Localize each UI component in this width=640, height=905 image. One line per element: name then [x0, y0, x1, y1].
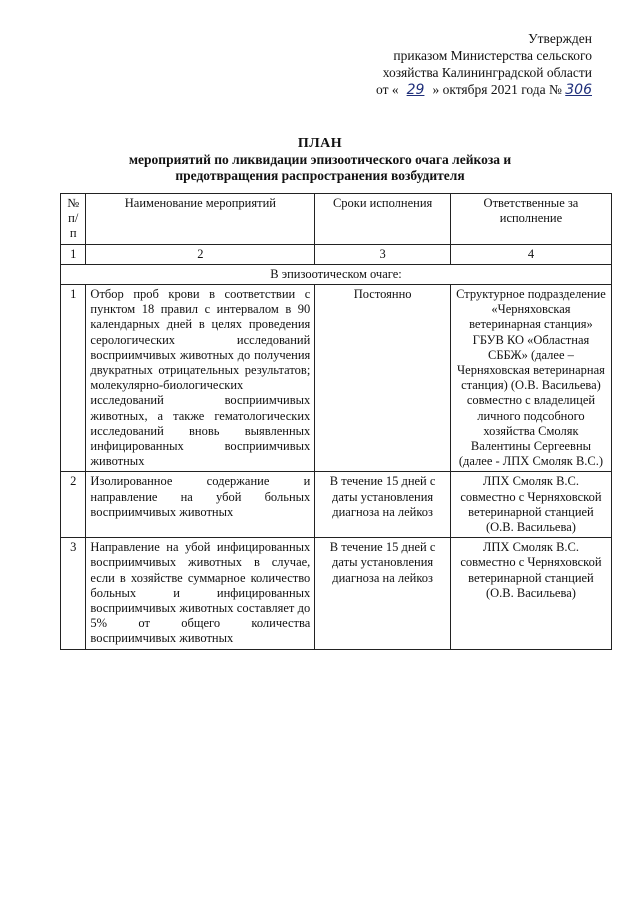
column-number: 3 [315, 244, 451, 264]
approval-title: Утвержден [528, 31, 592, 46]
column-number: 4 [450, 244, 611, 264]
document-title [80, 136, 560, 184]
approval-ministry: хозяйства Калининградской области [382, 65, 592, 80]
row-term: Постоянно [315, 285, 451, 472]
table-row [61, 472, 612, 538]
row-measure: Отбор проб крови в соответствии с пунктом 18 правил с интервалом в 90 календарных дней в целях проведения серологических исследований восприимчивых животных до получения двукратных отрицательных результатов; молекулярно-биологических исследований восприимчивых животных, а также гематологических исследований вновь выявленных инфицированных восприимчивых животных [86, 285, 315, 472]
plan-subtitle-line1: мероприятий по ликвидации эпизоотического очага лейкоза и [128, 152, 512, 167]
date-suffix: » октября 2021 года № [432, 82, 562, 97]
handwritten-number: 306 [565, 82, 592, 98]
plan-heading: ПЛАН [297, 136, 343, 151]
plan-subtitle-line2: предотвращения распространения возбудителя [175, 168, 465, 183]
handwritten-day: 29 [406, 82, 425, 98]
row-number: 3 [61, 538, 86, 649]
plan-table [60, 193, 612, 650]
row-term: В течение 15 дней с даты установления диагноза на лейкоз [315, 538, 451, 649]
column-numbers-row [61, 244, 612, 264]
row-responsible: ЛПХ Смоляк В.С. совместно с Черняховской ветеринарной станцией (О.В. Васильева) [450, 538, 611, 649]
header-name: Наименование мероприятий [86, 194, 315, 245]
header-number: № п/п [61, 194, 86, 245]
table-row [61, 285, 612, 472]
row-measure: Изолированное содержание и направление на убой больных восприимчивых животных [86, 472, 315, 538]
approval-order: приказом Министерства сельского [393, 48, 592, 63]
approval-date-line [322, 81, 592, 99]
row-term: В течение 15 дней с даты установления диагноза на лейкоз [315, 472, 451, 538]
row-responsible: Структурное подразделение «Черняховская ветеринарная станция» ГБУВ КО «Областная СББЖ» (далее – Черняховская ветеринарная станция) (О.В. Васильева) совместно с владелицей личного подсобного хозяйства Смоляк Валентины Сергеевны (далее - ЛПХ Смоляк В.С.) [450, 285, 611, 472]
header-responsible: Ответственные за исполнение [450, 194, 611, 245]
row-number: 2 [61, 472, 86, 538]
row-responsible: ЛПХ Смоляк В.С. совместно с Черняховской ветеринарной станцией (О.В. Васильева) [450, 472, 611, 538]
table-row [61, 538, 612, 649]
row-measure: Направление на убой инфицированных восприимчивых животных в случае, если в хозяйстве суммарное количество больных и инфицированных восприимчивых животных составляет до 5% от общего количества восприимчивых животных [86, 538, 315, 649]
column-number: 2 [86, 244, 315, 264]
date-prefix: от « [376, 82, 399, 97]
section-title: В эпизоотическом очаге: [61, 264, 612, 284]
column-number: 1 [61, 244, 86, 264]
approval-block [322, 30, 592, 99]
header-term: Сроки исполнения [315, 194, 451, 245]
table-header-row [61, 194, 612, 245]
row-number: 1 [61, 285, 86, 472]
section-row [61, 264, 612, 284]
